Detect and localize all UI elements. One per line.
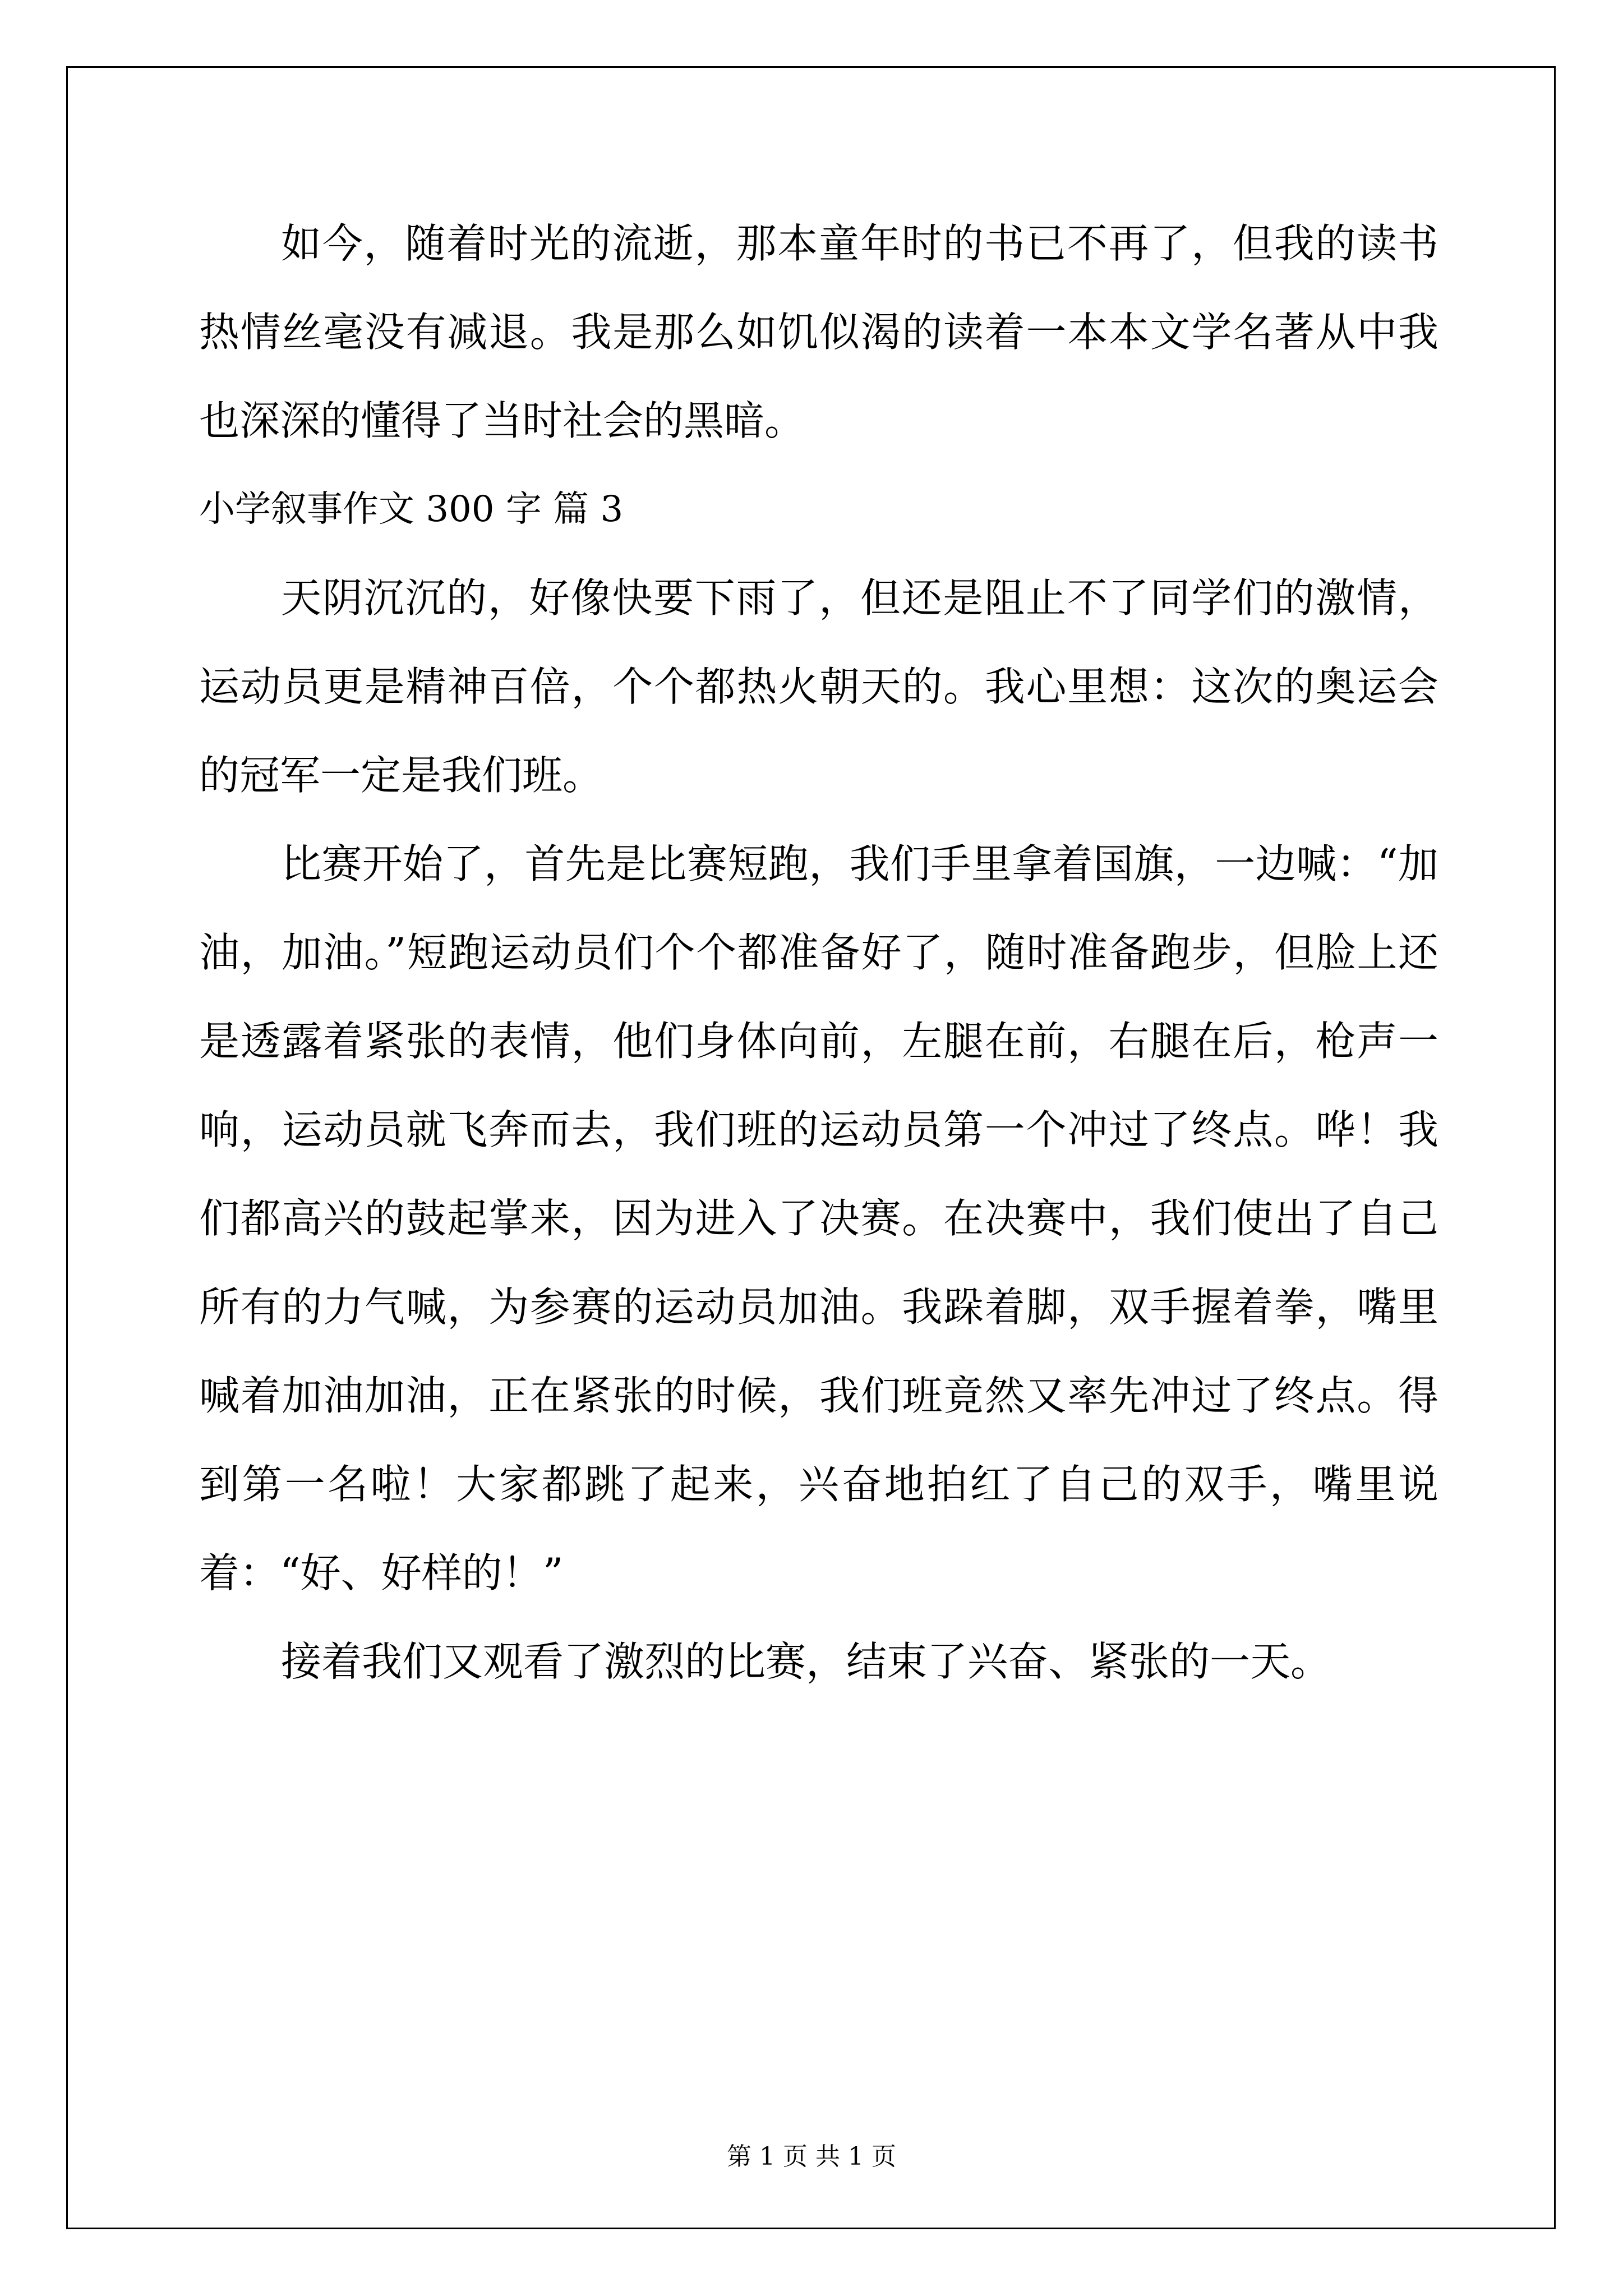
paragraph-1: 如今，随着时光的流逝，那本童年时的书已不再了，但我的读书热情丝毫没有减退。我是那么如饥似渴的读着一本本文学名著从中我也深深的懂得了当时社会的黑暗。 — [199, 220, 1438, 444]
paragraph-4: 接着我们又观看了激烈的比赛，结束了兴奋、紧张的一天。 — [281, 1638, 1331, 1685]
page-footer: 第 1 页 共 1 页 — [727, 2142, 896, 2171]
paragraph-3: 比赛开始了，首先是比赛短跑，我们手里拿着国旗，一边喊：“加油，加油。”短跑运动员们个个都准备好了，随时准备跑步，但脸上还是透露着紧张的表情，他们身体向前，左腿在前，右腿在后，枪声一响，运动员就飞奔而去，我们班的运动员第一个冲过了终点。哗！我们都高兴的鼓起掌来，因为进入了决赛。在决赛中，我们使出了自己所有的力气喊，为参赛的运动员加油。我跺着脚，双手握着拳，嘴里喊着加油加油，正在紧张的时候，我们班竟然又率先冲过了终点。得到第一名啦！大家都跳了起来，兴奋地拍红了自己的双手，嘴里说着：“好、好样的！” — [199, 840, 1438, 1596]
document-body — [199, 199, 1438, 1706]
section-heading: 小学叙事作文 300 字 篇 3 — [199, 489, 624, 530]
paragraph-2: 天阴沉沉的，好像快要下雨了，但还是阻止不了同学们的激情，运动员更是精神百倍，个个都热火朝天的。我心里想：这次的奥运会的冠军一定是我们班。 — [199, 574, 1438, 799]
